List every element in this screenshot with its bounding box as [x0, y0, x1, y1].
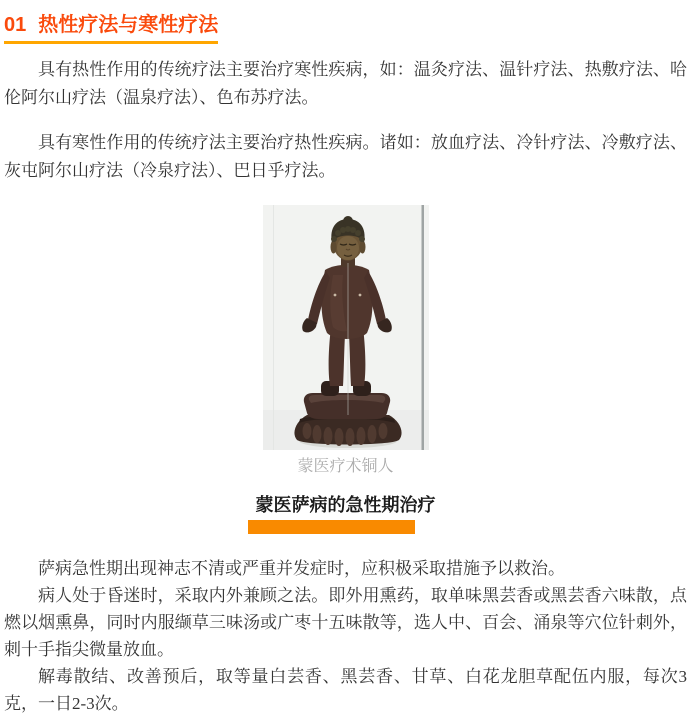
section-header-title: 热性疗法与寒性疗法: [38, 14, 219, 36]
paragraph-acute-rescue: 萨病急性期出现神志不清或严重并发症时，应积极采取措施予以救治。: [38, 559, 565, 578]
subsection-title: 蒙医萨病的急性期治疗: [255, 495, 436, 515]
bronze-figure-image[interactable]: [263, 205, 429, 450]
section-header: [4, 8, 218, 44]
section-number: 01: [4, 14, 27, 36]
paragraph-cold-therapies: 具有寒性作用的传统疗法主要治疗热性疾病。诸如：放血疗法、冷针疗法、冷敷疗法、灰屯阿尔山疗法（冷泉疗法）、巴日乎疗法。: [4, 133, 687, 180]
paragraph-detox-prescription: 解毒散结、改善预后，取等量白芸香、黑芸香、甘草、白花龙胆草配伍内服，每次3克，一日2-3次。: [4, 667, 687, 713]
paragraph-coma-treatment: 病人处于昏迷时，采取内外兼顾之法。即外用熏药，取单味黑芸香或黑芸香六味散，点燃以烟熏鼻，同时内服缬草三味汤或广枣十五味散等，选人中、百会、涌泉等穴位针刺外，刺十手指尖微量放血。: [4, 586, 687, 659]
figure-caption: 蒙医疗术铜人: [297, 458, 394, 475]
treatment-text-block: [4, 555, 687, 717]
paragraph-warm-therapies: 具有热性作用的传统疗法主要治疗寒性疾病，如：温灸疗法、温针疗法、热敷疗法、哈伦阿尔山疗法（温泉疗法）、色布苏疗法。: [4, 60, 687, 107]
title-accent-bar: [248, 520, 415, 534]
figure-block: [4, 205, 687, 477]
